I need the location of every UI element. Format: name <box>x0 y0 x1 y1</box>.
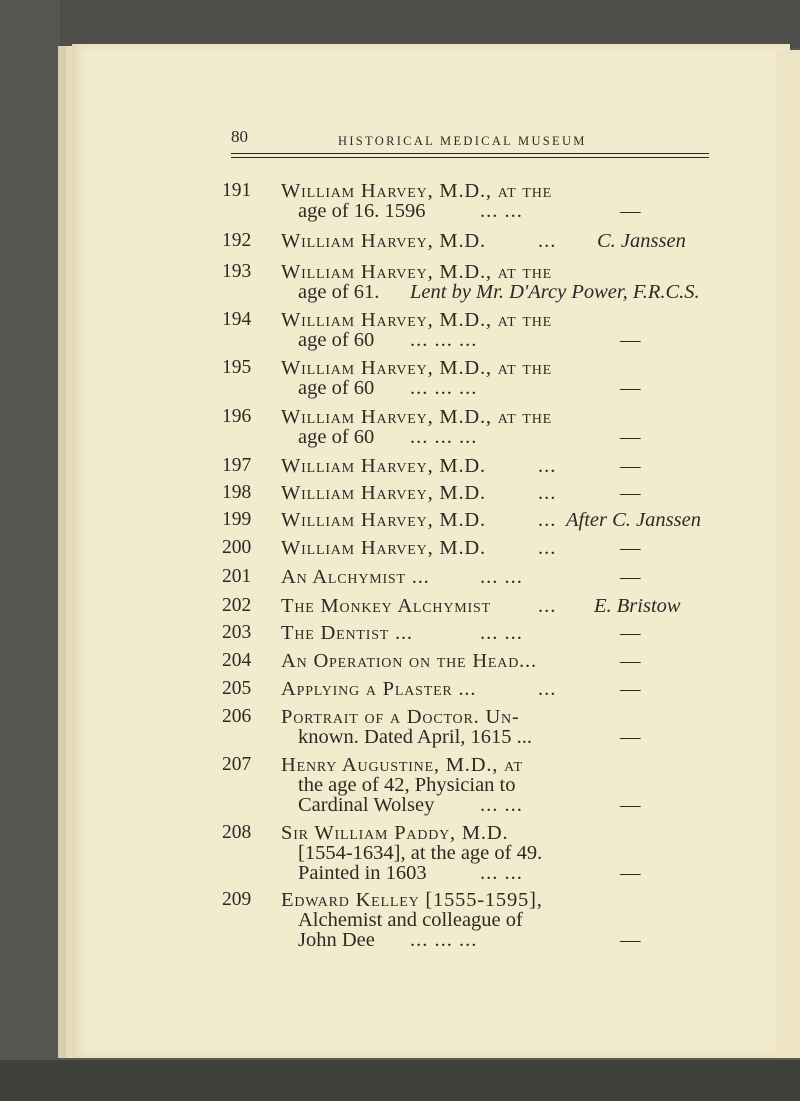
entry-title-continued: age of 16. 1596 <box>298 200 426 222</box>
entry-title: The Monkey Alchymist <box>281 595 491 617</box>
entry-artist: — <box>620 377 641 399</box>
entry-number: 199 <box>222 509 252 530</box>
entry-number: 201 <box>222 566 252 587</box>
entry-title: Sir William Paddy, M.D. <box>281 822 509 844</box>
entry-number: 206 <box>222 706 252 727</box>
entry-artist: — <box>620 482 641 504</box>
entry-title: An Operation on the Head... <box>281 650 537 672</box>
entry-artist: — <box>620 622 641 644</box>
entry-number: 198 <box>222 482 252 503</box>
entry-title-continued: Alchemist and colleague of <box>298 909 523 931</box>
entry-artist: — <box>620 329 641 351</box>
entry-artist: C. Janssen <box>597 230 686 252</box>
entry-title: Portrait of a Doctor. Un- <box>281 706 520 728</box>
leader-dots: ... <box>538 230 557 252</box>
header-rule <box>231 153 709 154</box>
entry-artist: — <box>620 566 641 588</box>
entry-number: 191 <box>222 180 252 201</box>
leader-dots: ... ... ... <box>410 377 478 399</box>
entry-number: 200 <box>222 537 252 558</box>
entry-title-continued: age of 60 <box>298 426 375 448</box>
loan-credit: Lent by Mr. D'Arcy Power, F.R.C.S. <box>410 281 700 303</box>
entry-title: William Harvey, M.D. <box>281 230 486 252</box>
entry-title-continued: [1554-1634], at the age of 49. <box>298 842 543 864</box>
entry-artist: — <box>620 726 641 748</box>
entry-title: Edward Kelley [1555-1595], <box>281 889 543 911</box>
leader-dots: ... ... <box>480 862 523 884</box>
entry-artist: — <box>620 426 641 448</box>
entry-artist: — <box>620 678 641 700</box>
entry-title-continued: age of 60 <box>298 377 375 399</box>
entry-title: William Harvey, M.D. <box>281 509 486 531</box>
entry-title: William Harvey, M.D., at the <box>281 406 552 428</box>
leader-dots: ... ... ... <box>410 426 478 448</box>
running-head: HISTORICAL MEDICAL MUSEUM <box>338 134 587 148</box>
entry-title: The Dentist ... <box>281 622 413 644</box>
entry-title: William Harvey, M.D. <box>281 482 486 504</box>
entry-title-continued: age of 61. <box>298 281 380 303</box>
entry-title: Applying a Plaster ... <box>281 678 477 700</box>
page-number: 80 <box>231 127 248 146</box>
leader-dots: ... <box>538 482 557 504</box>
entry-title: William Harvey, M.D. <box>281 455 486 477</box>
entry-artist: — <box>620 794 641 816</box>
leader-dots: ... <box>538 509 557 531</box>
entry-artist: — <box>620 455 641 477</box>
leader-dots: ... ... ... <box>410 329 478 351</box>
entry-number: 192 <box>222 230 252 251</box>
entry-number: 203 <box>222 622 252 643</box>
entry-number: 209 <box>222 889 252 910</box>
leader-dots: ... ... <box>480 622 523 644</box>
leader-dots: ... ... <box>480 794 523 816</box>
entry-title-continued: Painted in 1603 <box>298 862 427 884</box>
entry-number: 196 <box>222 406 252 427</box>
entry-artist: — <box>620 537 641 559</box>
entry-number: 197 <box>222 455 252 476</box>
entry-title: William Harvey, M.D., at the <box>281 309 552 331</box>
entry-number: 205 <box>222 678 252 699</box>
entry-title: An Alchymist ... <box>281 566 430 588</box>
entry-number: 202 <box>222 595 252 616</box>
leader-dots: ... <box>538 678 557 700</box>
leader-dots: ... <box>538 537 557 559</box>
leader-dots: ... <box>538 455 557 477</box>
entry-number: 194 <box>222 309 252 330</box>
entry-number: 195 <box>222 357 252 378</box>
entry-title-continued: the age of 42, Physician to <box>298 774 516 796</box>
entry-number: 208 <box>222 822 252 843</box>
entry-artist: — <box>620 929 641 951</box>
entry-number: 207 <box>222 754 252 775</box>
entry-artist: — <box>620 650 641 672</box>
entry-title: William Harvey, M.D., at the <box>281 357 552 379</box>
entry-number: 193 <box>222 261 252 282</box>
entry-title: William Harvey, M.D., at the <box>281 180 552 202</box>
entry-title: William Harvey, M.D., at the <box>281 261 552 283</box>
leader-dots: ... ... <box>480 566 523 588</box>
entry-title-continued: age of 60 <box>298 329 375 351</box>
entry-artist: E. Bristow <box>594 595 681 617</box>
entry-artist: After C. Janssen <box>566 509 701 531</box>
entry-title-continued: John Dee <box>298 929 375 951</box>
entry-artist: — <box>620 862 641 884</box>
entry-title-continued: Cardinal Wolsey <box>298 794 435 816</box>
entry-title-continued: known. Dated April, 1615 ... <box>298 726 533 748</box>
leader-dots: ... ... ... <box>410 929 478 951</box>
entry-title: Henry Augustine, M.D., at <box>281 754 523 776</box>
entry-title: William Harvey, M.D. <box>281 537 486 559</box>
entry-number: 204 <box>222 650 252 671</box>
leader-dots: ... <box>538 595 557 617</box>
header-rule-lower <box>231 157 709 158</box>
leader-dots: ... ... <box>480 200 523 222</box>
entry-artist: — <box>620 200 641 222</box>
